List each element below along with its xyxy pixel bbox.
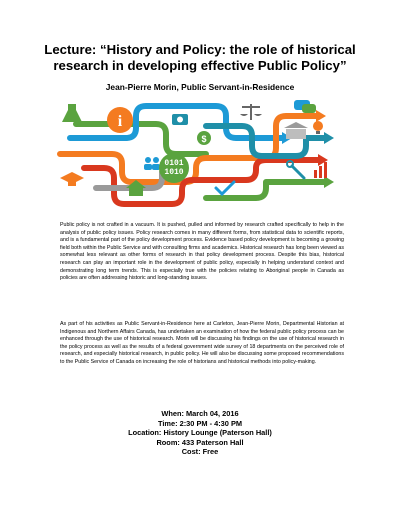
chat-bubble-icon xyxy=(294,100,316,113)
graduation-cap-icon xyxy=(60,172,84,186)
lecture-title xyxy=(20,42,380,74)
teal-arrowhead xyxy=(324,132,334,144)
scales-icon xyxy=(240,104,262,120)
svg-text:$: $ xyxy=(201,134,207,144)
binary-icon xyxy=(159,153,189,183)
speaker-subtitle: Jean-Pierre Morin, Public Servant-in-Residence xyxy=(105,82,295,92)
svg-text:0101: 0101 xyxy=(164,159,184,168)
people-icon xyxy=(144,157,160,170)
building-icon xyxy=(284,122,308,139)
intro-paragraph: Public policy is not crafted in a vacuum. It is pushed, pulled and informed by research crafted specifically to help in the analysis of public policy issues. Policy research comes in many different forms, from statistical data to scientific reports, and is a fundamental part of the policy development process. Evidence based policy development is becoming a growing field both within the Public Service and with consulting firms and academics. Historical research has long been viewed as somewhat less relevant as other forms of research in that policy development process. Despite this bias, historical research can play an important role in the development of public policy, especially in helping understand context and demonstrating long term trends. This is especially true with the policies relating to Aboriginal people in Canada as policies are often addressing historic and long-standing issues. xyxy=(60,222,344,282)
check-icon xyxy=(216,182,234,194)
event-cost: Cost: Free xyxy=(181,447,219,457)
green-lower-line xyxy=(206,182,324,198)
title-line-2: research in developing effective Public Policy” xyxy=(53,58,347,73)
event-room: Room: 433 Paterson Hall xyxy=(156,437,244,447)
title-line-1: Lecture: “History and Policy: the role of historical xyxy=(44,42,356,57)
orange-arrowhead xyxy=(316,110,326,122)
svg-text:1010: 1010 xyxy=(164,168,184,177)
activities-paragraph: As part of his activities as Public Servant-in-Residence here at Carleton, Jean-Pierre Morin, Departmental Historian at Indigenous and Northern Affairs Canada, has undertaken an examination of how the federal public policy process can be enhanced through the use of historical research. Morin will be discussing his findings on the use of historical research in the policy process as well as the results of a federal government wide survey of 18 departments on the perceived role of research, and especially historical research, in public policy. He will also be discussing some proposed recommendations to the Public Service of Canada on increasing the role of historians and historical methods into policy-making. xyxy=(60,321,344,365)
event-details xyxy=(20,409,380,457)
info-icon xyxy=(107,107,133,133)
lightbulb-icon xyxy=(313,121,323,134)
dollar-icon xyxy=(197,131,211,145)
wrench-icon xyxy=(287,161,304,178)
event-date: When: March 04, 2016 xyxy=(161,409,239,418)
event-time: Time: 2:30 PM - 4:30 PM xyxy=(157,418,243,428)
event-location: Location: History Lounge (Paterson Hall) xyxy=(128,428,272,438)
svg-text:i: i xyxy=(117,113,123,130)
camera-icon xyxy=(172,114,188,125)
flask-icon xyxy=(62,104,82,122)
policy-infographic xyxy=(56,98,344,214)
